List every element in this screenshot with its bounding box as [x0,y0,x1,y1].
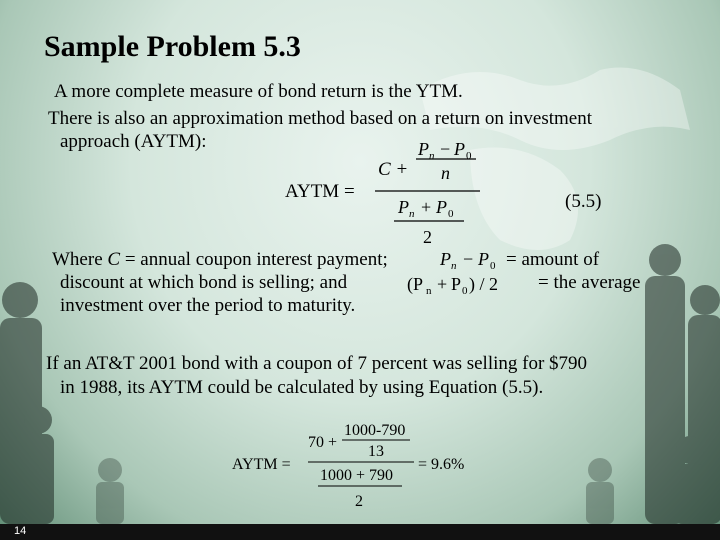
where-line-1-tail: = amount of [506,249,600,270]
example-two: 2 [355,493,363,510]
avg-pn-sub: n [426,285,432,297]
formula-n: n [441,163,450,183]
formula-den-pn-sub: n [409,208,415,220]
avg-plus: + [437,274,448,294]
example-formula [230,418,490,518]
formula-minus: − [440,139,451,159]
inline-p0-sub: 0 [490,260,496,272]
example-line-1: If an AT&T 2001 bond with a coupon of 7 percent was selling for $790 [46,353,588,374]
text-line-1: A more complete measure of bond return is the YTM. [54,81,463,102]
formula-den-p0-sub: 0 [448,208,454,220]
where-c-symbol: C [107,249,121,270]
inline-p0: P [478,249,489,269]
avg-p0: P [451,274,462,294]
formula-pn-sub: n [429,150,435,162]
avg-tail: ) / 2 [469,274,498,294]
formula-lhs: AYTM = [285,181,355,202]
formula-den-plus: + [421,197,432,217]
inline-pn: P [440,249,451,269]
formula-pn: P [418,139,429,159]
formula-two: 2 [423,227,432,245]
example-result: = 9.6% [418,456,465,473]
example-line-2: in 1988, its AYTM could be calculated by using Equation (5.5). [60,377,544,398]
formula-c: C + [378,159,409,180]
formula-den-pn: P [398,197,409,217]
aytm-formula [280,135,500,245]
example-c: 70 + [308,434,338,451]
avg-p0-sub: 0 [462,285,468,297]
equation-number: (5.5) [565,191,602,212]
average-investment-inline [405,268,515,298]
example-diff: 1000-790 [344,422,406,439]
avg-open: (P [407,274,424,294]
where-definition: = annual coupon interest payment; [120,249,388,270]
text-line-3: approach (AYTM): [60,131,207,152]
example-lhs: AYTM = [232,456,291,473]
inline-pn-sub: n [451,260,457,272]
where-line-2: discount at which bond is selling; and [60,272,348,293]
slide-number: 14 [14,525,27,537]
example-sum: 1000 + 790 [320,467,394,484]
footer-bar [0,524,720,540]
where-text: Where [52,249,108,270]
text-line-2: There is also an approximation method based on a return on investment [48,108,592,129]
inline-minus: − [463,249,474,269]
formula-p0: P [454,139,465,159]
where-line-2-tail: = the average [538,272,641,293]
where-line-3: investment over the period to maturity. [60,295,356,316]
slide-title: Sample Problem 5.3 [44,30,301,63]
where-line-1 [52,248,388,271]
formula-den-p0: P [436,197,447,217]
example-n: 13 [368,443,384,460]
formula-p0-sub: 0 [466,150,472,162]
